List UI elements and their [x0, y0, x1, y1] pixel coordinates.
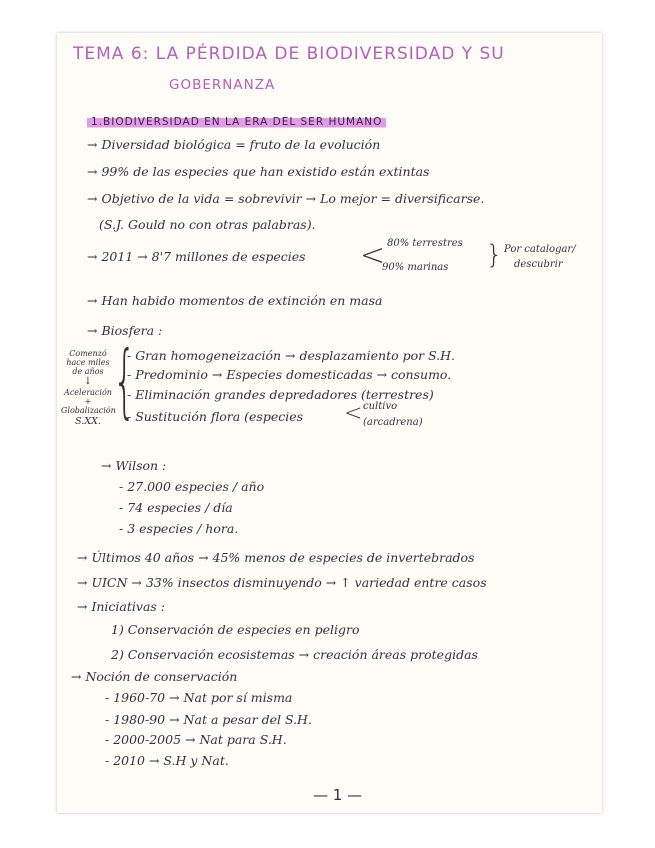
nocion-item: - 1980-90 → Nat a pesar del S.H. [105, 712, 312, 727]
flora-branch-1: cultivo [363, 401, 398, 412]
left-brace: { [113, 334, 136, 427]
line-extincion: → Han habido momentos de extinción en masa [87, 293, 383, 308]
side-note [61, 349, 115, 428]
por-catalogar-1: Por catalogar/ [504, 244, 576, 255]
notebook-page [57, 33, 602, 813]
branch-90: 90% marinas [382, 262, 449, 273]
line-wilson: → Wilson : [101, 458, 167, 473]
side-note-line: Aceleración [64, 388, 112, 397]
page-number: — 1 — [313, 786, 363, 804]
wilson-item: - 3 especies / hora. [119, 521, 239, 536]
biosfera-item: - Predominio → Especies domesticadas → consumo. [127, 367, 452, 382]
down-arrow-icon: ↓ [83, 376, 93, 387]
side-note-line: S.XX. [75, 416, 101, 427]
biosfera-item: - Eliminación grandes depredadores (terrestres) [127, 387, 434, 402]
nocion-item: - 1960-70 → Nat por sí misma [105, 690, 293, 705]
side-note-line: de años [72, 367, 104, 376]
iniciativa-item: 1) Conservación de especies en peligro [111, 622, 360, 637]
line-uicn: → UICN → 33% insectos disminuyendo → ↑ variedad entre casos [77, 575, 487, 590]
line-2011: → 2011 → 8'7 millones de especies [87, 249, 306, 264]
iniciativa-item: 2) Conservación ecosistemas → creación áreas protegidas [111, 647, 478, 662]
section-heading: 1.BIODIVERSIDAD EN LA ERA DEL SER HUMANO [87, 115, 386, 130]
line-nocion: → Noción de conservación [71, 669, 238, 684]
title-line-1: TEMA 6: LA PÉRDIDA DE BIODIVERSIDAD Y SU [73, 44, 505, 64]
line-gould: (S.J. Gould no con otras palabras). [99, 217, 316, 232]
nocion-item: - 2010 → S.H y Nat. [105, 753, 229, 768]
line-99: → 99% de las especies que han existido están extintas [87, 164, 430, 179]
side-note-line: Comenzó [69, 349, 107, 358]
por-catalogar-2: descubrir [514, 259, 563, 270]
line-objetivo: → Objetivo de la vida = sobrevivir → Lo mejor = diversificarse. [87, 191, 485, 206]
line-biosfera: → Biosfera : [87, 323, 163, 338]
title-line-2: GOBERNANZA [169, 77, 276, 93]
wilson-item: - 74 especies / día [119, 500, 233, 515]
flora-branch-2: (arcadrena) [363, 417, 423, 428]
branch-bracket: < [360, 238, 386, 273]
line-ultimos: → Últimos 40 años → 45% menos de especies de invertebrados [77, 550, 475, 565]
biosfera-item: - Gran homogeneización → desplazamiento por S.H. [127, 348, 456, 363]
flora-bracket: < [344, 401, 363, 426]
branch-80: 80% terrestres [387, 238, 463, 249]
right-brace: } [486, 240, 503, 270]
line-iniciativas: → Iniciativas : [77, 599, 166, 614]
wilson-item: - 27.000 especies / año [119, 479, 265, 494]
biosfera-item: - Sustitución flora (especies [127, 409, 304, 424]
side-note-line: + [84, 397, 92, 406]
side-note-line: hace miles [66, 358, 110, 367]
line-diversidad: → Diversidad biológica = fruto de la evolución [87, 137, 381, 152]
nocion-item: - 2000-2005 → Nat para S.H. [105, 732, 287, 747]
side-note-line: Globalización [61, 406, 116, 415]
